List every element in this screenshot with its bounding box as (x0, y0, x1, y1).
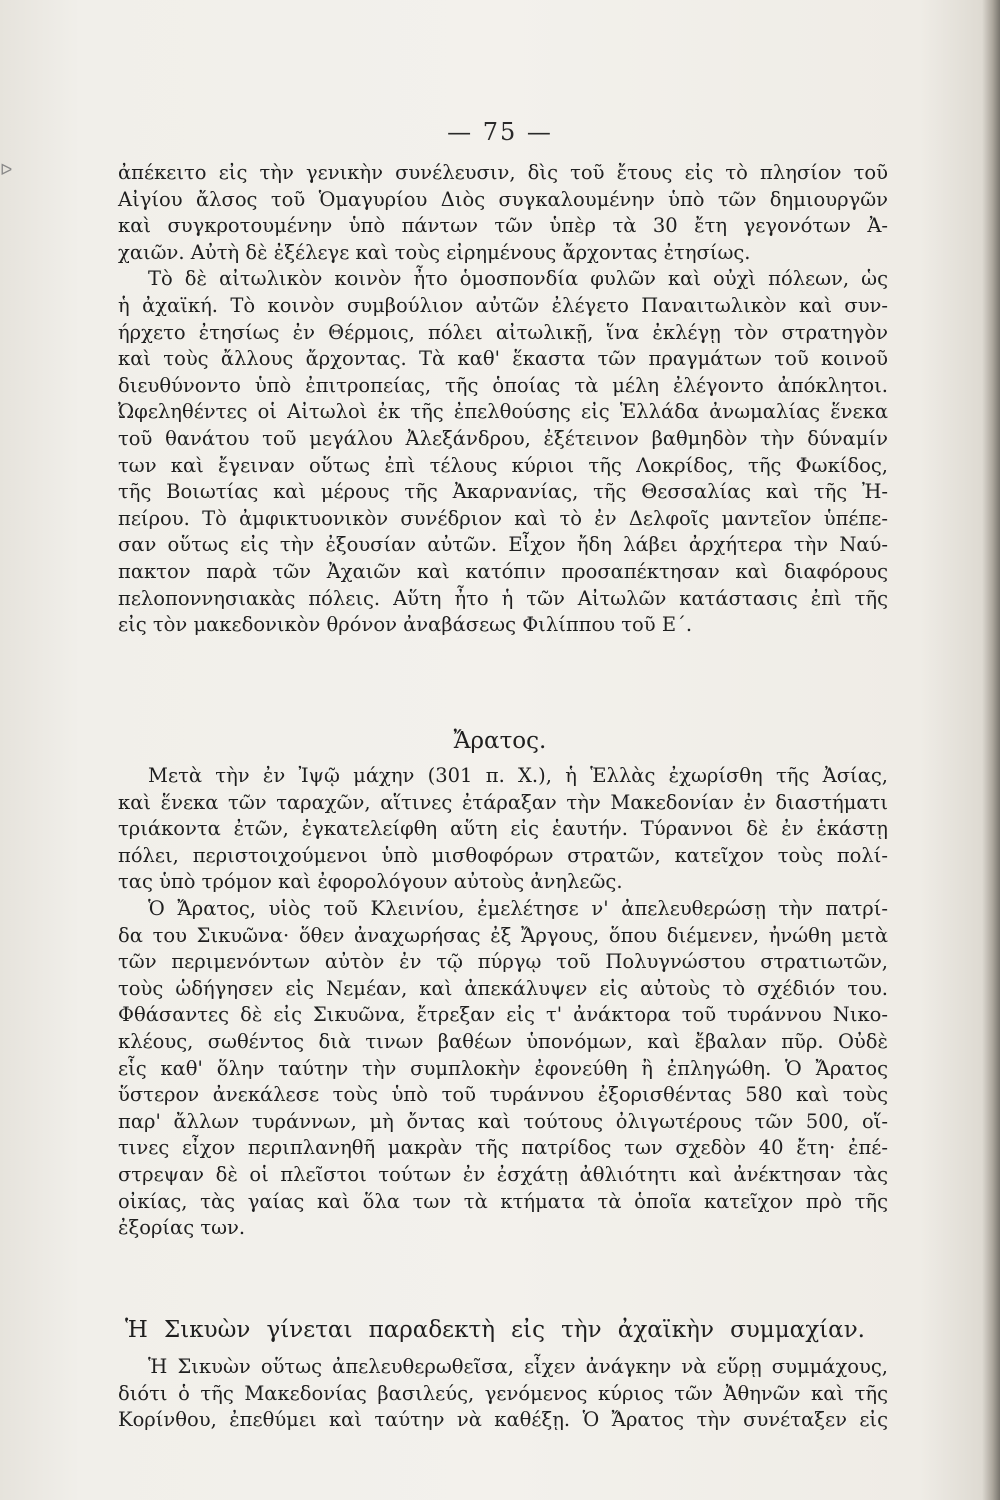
text-line: καὶ συγκροτουμένην ὑπὸ πάντων τῶν ὑπὲρ τὰ 30 ἔτη γεγονότων Ἀ- (118, 214, 888, 238)
text-line: πείρου. Τὸ ἀμφικτυονικὸν συνέδριον καὶ τὸ ἐν Δελφοῖς μαντεῖον ὑπέπε- (118, 506, 888, 530)
text-line: Αἰγίου ἄλσος τοῦ Ὁμαγυρίου Διὸς συγκαλουμένην ὑπὸ τῶν δημιουργῶν (118, 187, 888, 211)
text-line: Ἡ Σικυὼν οὕτως ἀπελευθερωθεῖσα, εἶχεν ἀνάγκην νὰ εὕρῃ συμμάχους, (148, 1355, 888, 1378)
text-line: ἀπέκειτο εἰς τὴν γενικὴν συνέλευσιν, δὶς τοῦ ἔτους εἰς τὸ πλησίον τοῦ (118, 161, 888, 184)
section-heading-aratos: Ἄρατος. (453, 728, 547, 754)
text-line: Μετὰ τὴν ἐν Ἰψῷ μάχην (301 π. Χ.), ἡ Ἑλλὰς ἐχωρίσθη τῆς Ἀσίας, (148, 764, 888, 787)
text-line: εἷς καθ' ὅλην ταύτην τὴν συμπλοκὴν ἐφονεύθη ἢ ἐπληγώθη. Ὁ Ἄρατος (118, 1056, 888, 1080)
text-line: δα του Σικυῶνα· ὅθεν ἀναχωρήσας ἐξ Ἄργους, ὅπου διέμενεν, ἠνώθη μετὰ (118, 923, 888, 947)
section-heading-sikyon: Ἡ Σικυὼν γίνεται παραδεκτὴ εἰς τὴν ἀχαϊκὴν συμμαχίαν. (125, 1317, 865, 1343)
text-line: πακτον παρὰ τῶν Ἀχαιῶν καὶ κατόπιν προσαπέκτησαν καὶ διαφόρους (118, 559, 888, 583)
text-line: εἰς τὸν μακεδονικὸν θρόνον ἀναβάσεως Φιλίππου τοῦ Ε΄. (118, 613, 693, 637)
text-line: τριάκοντα ἐτῶν, ἐγκατελείφθη αὕτη εἰς ἑαυτήν. Τύραννοι δὲ ἐν ἑκάστῃ (118, 817, 888, 841)
text-line: στρεψαν δὲ οἱ πλεῖστοι τούτων ἐν ἐσχάτῃ ἀθλιότητι καὶ ἀνέκτησαν τὰς (118, 1162, 888, 1186)
paragraph-block-3 (118, 1354, 888, 1434)
text-line: Τὸ δὲ αἰτωλικὸν κοινὸν ἦτο ὁμοσπονδία φυλῶν καὶ οὐχὶ πόλεων, ὡς (148, 267, 888, 291)
text-line: πόλει, περιστοιχούμενοι ὑπὸ μισθοφόρων στρατῶν, κατεῖχον τοὺς πολί- (118, 843, 888, 867)
text-line: Φθάσαντες δὲ εἰς Σικυῶνα, ἔτρεξαν εἰς τ' ἀνάκτορα τοῦ τυράννου Νικο- (118, 1003, 888, 1027)
text-line: τῆς Βοιωτίας καὶ μέρους τῆς Ἀκαρνανίας, τῆς Θεσσαλίας καὶ τῆς Ἠ- (118, 480, 888, 504)
text-line: τινες εἶχον περιπλανηθῆ μακρὰν τῆς πατρίδος των σχεδὸν 40 ἔτη· ἐπέ- (118, 1136, 888, 1160)
text-line: ἐξορίας των. (118, 1216, 246, 1240)
text-line: σαν οὕτως εἰς τὴν ἐξουσίαν αὐτῶν. Εἶχον ἤδη λάβει ἀρχήτερα τὴν Ναύ- (118, 533, 888, 557)
text-line: Ὠφεληθέντες οἱ Αἰτωλοὶ ἐκ τῆς ἐπελθούσης εἰς Ἑλλάδα ἀνωμαλίας ἕνεκα (118, 400, 888, 424)
text-line: παρ' ἄλλων τυράννων, μὴ ὄντας καὶ τούτους ὀλιγωτέρους τῶν 500, οἵ- (118, 1109, 888, 1133)
text-line: διευθύνοντο ὑπὸ ἐπιτροπείας, τῆς ὁποίας τὰ μέλη ἐλέγοντο ἀπόκλητοι. (118, 373, 888, 397)
text-line: των καὶ ἔγειναν οὕτως ἐπὶ τέλους κύριοι τῆς Λοκρίδος, τῆς Φωκίδος, (118, 453, 888, 477)
paragraph-block-2 (118, 763, 888, 1242)
text-line: χαιῶν. Αὐτὴ δὲ ἐξέλεγε καὶ τοὺς εἰρημένους ἄρχοντας ἐτησίως. (118, 240, 751, 264)
text-line: διότι ὁ τῆς Μακεδονίας βασιλεύς, γενόμενος κύριος τῶν Ἀθηνῶν καὶ τῆς (118, 1381, 888, 1405)
paragraph-block-1 (118, 160, 888, 639)
text-line: Κορίνθου, ἐπεθύμει καὶ ταύτην νὰ καθέξῃ. Ὁ Ἄρατος τὴν συνέταξεν εἰς (118, 1408, 888, 1432)
text-line: τῶν περιμενόντων αὐτὸν ἐν τῷ πύργῳ τοῦ Πολυγνώστου στρατιωτῶν, (118, 950, 888, 974)
text-line: οἰκίας, τὰς γαίας καὶ ὅλα των τὰ κτήματα τὰ ὁποῖα κατεῖχον πρὸ τῆς (118, 1189, 888, 1213)
text-line: ἡ ἀχαϊκή. Τὸ κοινὸν συμβούλιον αὐτῶν ἐλέγετο Παναιτωλικὸν καὶ συν- (118, 293, 888, 317)
text-line: καὶ τοὺς ἄλλους ἄρχοντας. Τὰ καθ' ἕκαστα τῶν πραγμάτων τοῦ κοινοῦ (118, 347, 888, 371)
text-line: κλέους, σωθέντος διὰ τινων βαθέων ὑπονόμων, καὶ ἔβαλαν πῦρ. Οὐδὲ (118, 1029, 888, 1053)
page-number: — 75 — (447, 118, 553, 146)
margin-mark: ᐅ (0, 160, 13, 179)
text-line: ὕστερον ἀνεκάλεσε τοὺς ὑπὸ τοῦ τυράννου ἐξορισθέντας 580 καὶ τοὺς (118, 1083, 888, 1107)
text-line: καὶ ἕνεκα τῶν ταραχῶν, αἵτινες ἐτάραξαν τὴν Μακεδονίαν ἐν διαστήματι (118, 790, 888, 814)
text-line: Ὁ Ἄρατος, υἱὸς τοῦ Κλεινίου, ἐμελέτησε ν' ἀπελευθερώσῃ τὴν πατρί- (148, 896, 888, 920)
text-line: ήρχετο ἐτησίως ἐν Θέρμοις, πόλει αἰτωλικῇ, ἵνα ἐκλέγῃ τὸν στρατηγὸν (118, 320, 888, 344)
text-line: τας ὑπὸ τρόμον καὶ ἐφορολόγουν αὐτοὺς ἀνηλεῶς. (118, 870, 623, 894)
text-line: πελοποννησιακὰς πόλεις. Αὕτη ἦτο ἡ τῶν Αἰτωλῶν κατάστασις ἐπὶ τῆς (118, 586, 888, 610)
text-line: τοῦ θανάτου τοῦ μεγάλου Ἀλεξάνδρου, ἐξέτεινον βαθμηδὸν τὴν δύναμίν (118, 426, 888, 450)
text-line: τοὺς ὡδήγησεν εἰς Νεμέαν, καὶ ἀπεκάλυψεν εἰς αὐτοὺς τὸ σχέδιόν του. (118, 976, 888, 1000)
